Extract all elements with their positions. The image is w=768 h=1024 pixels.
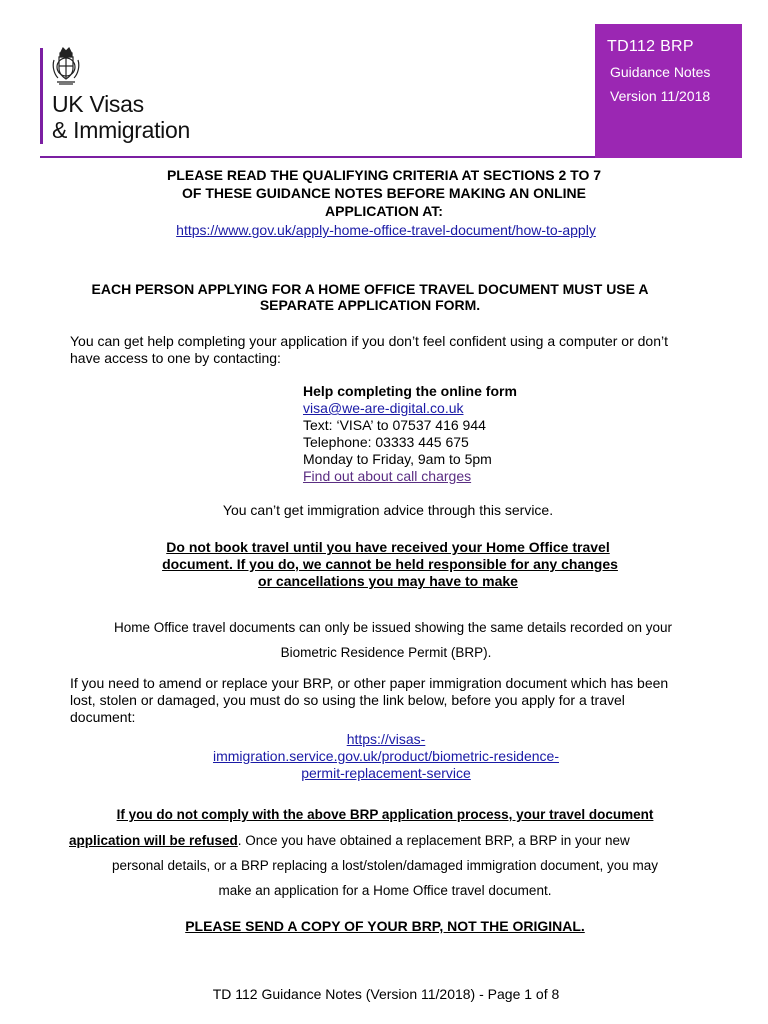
apply-online-link[interactable]: https://www.gov.uk/apply-home-office-travel-document/how-to-apply: [176, 222, 596, 238]
help-telephone: Telephone: 03333 445 675: [303, 434, 469, 450]
amend-line3: document:: [70, 709, 136, 725]
help-para-line1: You can get help completing your application if you don’t feel confident using a computer or don’t: [70, 333, 668, 349]
help-heading: Help completing the online form: [303, 383, 517, 399]
copy-notice: PLEASE SEND A COPY OF YOUR BRP, NOT THE ORIGINAL.: [185, 918, 585, 934]
intro-line1: PLEASE READ THE QUALIFYING CRITERIA AT SECTIONS 2 TO 7: [166, 167, 602, 183]
form-code-box: [595, 24, 742, 158]
intro-line3: APPLICATION AT:: [325, 203, 443, 219]
call-charges-link[interactable]: Find out about call charges: [303, 468, 472, 484]
details-line1: Home Office travel documents can only be issued showing the same details recorded on your: [113, 620, 673, 635]
brand-name-line2: & Immigration: [52, 117, 190, 143]
comply-bold-line1: If you do not comply with the above BRP application process, your travel document: [116, 807, 654, 822]
help-text-number: Text: ‘VISA’ to 07537 416 944: [303, 417, 486, 433]
amend-line2: lost, stolen or damaged, you must do so using the link below, before you apply for a travel: [70, 692, 625, 708]
form-code: TD112 BRP: [607, 38, 694, 55]
amend-line1: If you need to amend or replace your BRP, or other paper immigration document which has been: [70, 675, 669, 691]
travel-warning-line3: or cancellations you may have to make: [258, 573, 518, 589]
help-para-line2: have access to one by contacting:: [70, 350, 281, 366]
help-hours: Monday to Friday, 9am to 5pm: [303, 451, 492, 467]
brp-link-line3[interactable]: permit-replacement-service: [301, 765, 471, 781]
comply-line2-rest: . Once you have obtained a replacement BRP, a BRP in your new: [237, 833, 630, 848]
separate-form-line1: EACH PERSON APPLYING FOR A HOME OFFICE TRAVEL DOCUMENT MUST USE A: [91, 281, 649, 297]
logo-accent-bar: [40, 48, 43, 144]
travel-warning-line1: Do not book travel until you have received your Home Office travel: [166, 539, 610, 555]
intro-line2: OF THESE GUIDANCE NOTES BEFORE MAKING AN ONLINE: [182, 185, 586, 201]
help-email-link[interactable]: visa@we-are-digital.co.uk: [303, 400, 464, 416]
brp-replacement-link[interactable]: [0, 731, 768, 782]
comply-line4: make an application for a Home Office travel document.: [218, 883, 552, 898]
brp-link-line2[interactable]: immigration.service.gov.uk/product/biometric-residence-: [213, 748, 559, 764]
refusal-warning: application will be refused: [69, 833, 238, 848]
form-subtitle: Guidance Notes: [610, 64, 711, 80]
royal-crest-icon: [52, 46, 80, 86]
form-version: Version 11/2018: [610, 88, 711, 104]
details-line2: Biometric Residence Permit (BRP).: [280, 645, 492, 660]
no-advice-note: You can’t get immigration advice through this service.: [222, 502, 554, 518]
comply-line2: [69, 832, 630, 849]
brand-name-line1: UK Visas: [52, 91, 144, 117]
comply-line3: personal details, or a BRP replacing a lost/stolen/damaged immigration document, you may: [111, 858, 659, 873]
page-footer: TD 112 Guidance Notes (Version 11/2018) - Page 1 of 8: [212, 986, 560, 1002]
brp-link-line1[interactable]: https://visas-: [346, 731, 426, 747]
header-divider: [40, 156, 600, 158]
separate-form-line2: SEPARATE APPLICATION FORM.: [259, 297, 481, 313]
travel-warning-line2: document. If you do, we cannot be held responsible for any changes: [162, 556, 618, 572]
